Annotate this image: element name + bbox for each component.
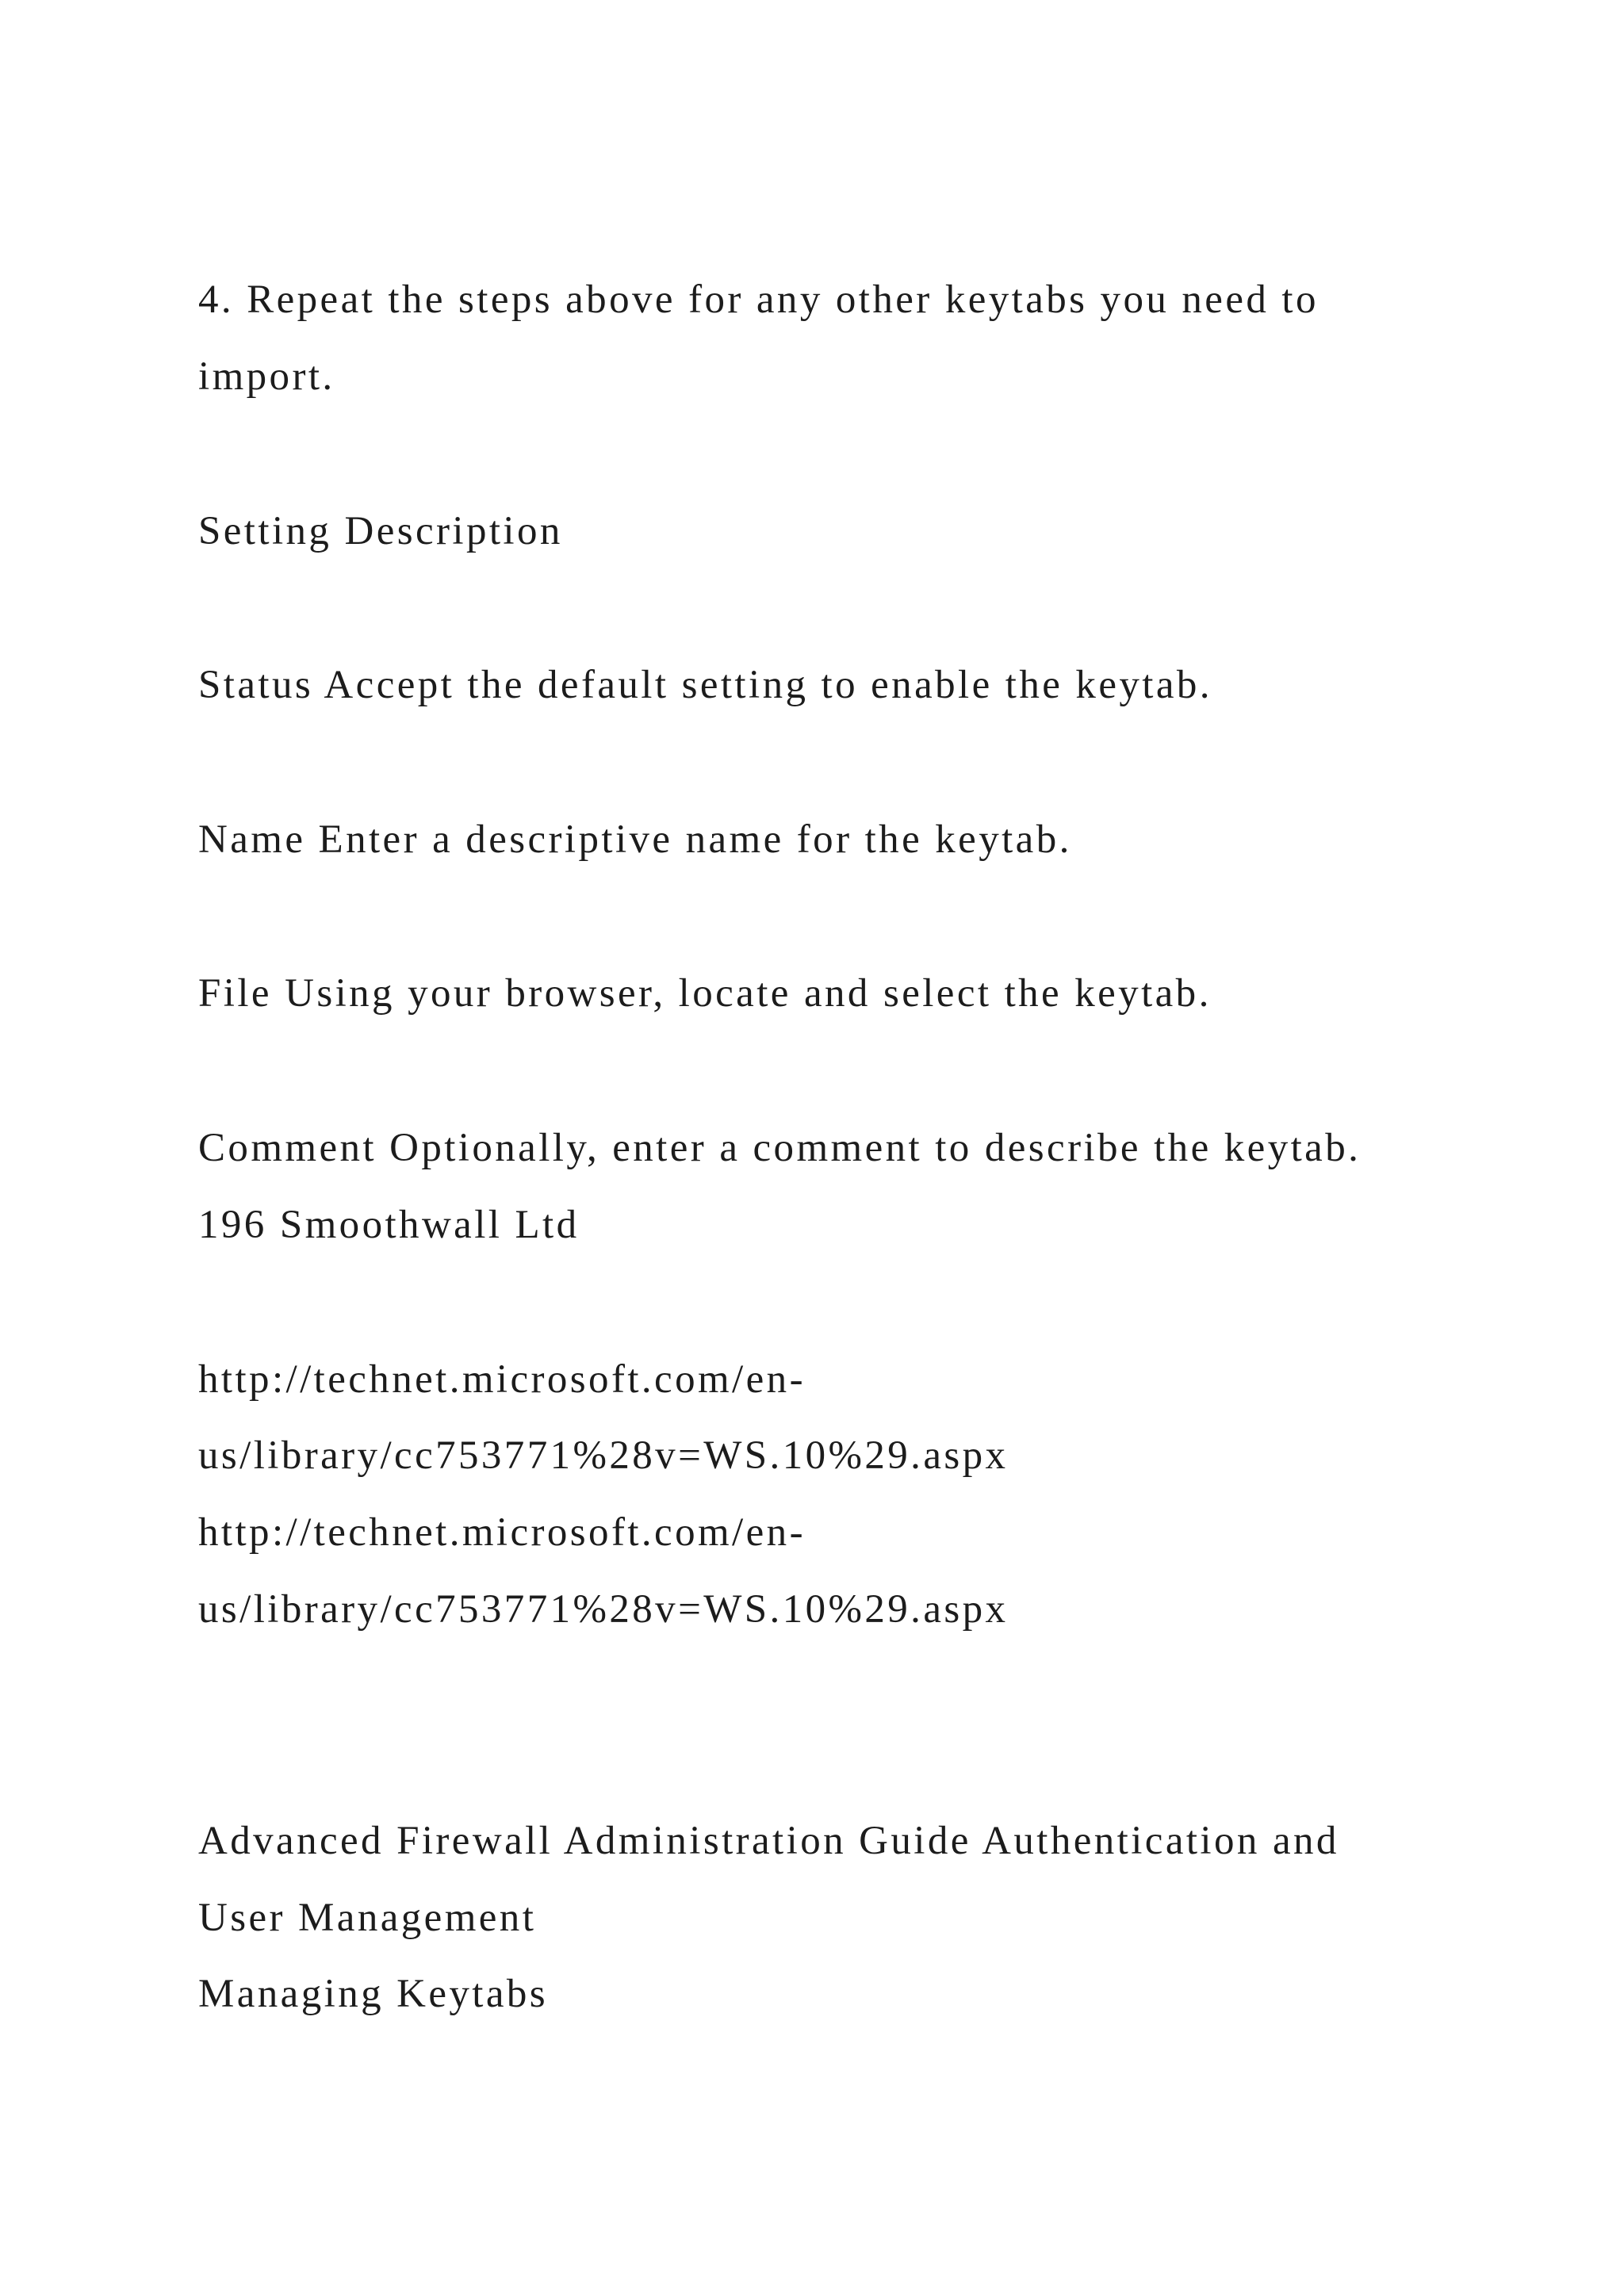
running-header-continued: User Management xyxy=(198,1896,537,1940)
reference-link-1: http://technet.microsoft.com/en- xyxy=(198,1357,806,1402)
setting-row-file: File Using your browser, locate and select the keytab. xyxy=(198,971,1212,1016)
running-header: Advanced Firewall Administration Guide Authentication and xyxy=(198,1819,1339,1863)
reference-link-1-continued: us/library/cc753771%28v=WS.10%29.aspx xyxy=(198,1433,1009,1478)
setting-row-name: Name Enter a descriptive name for the keytab. xyxy=(198,817,1072,862)
page-footer: 196 Smoothwall Ltd xyxy=(198,1203,580,1247)
step-4-text: 4. Repeat the steps above for any other keytabs you need to xyxy=(198,277,1319,322)
reference-link-2: http://technet.microsoft.com/en- xyxy=(198,1510,806,1555)
reference-link-2-continued: us/library/cc753771%28v=WS.10%29.aspx xyxy=(198,1587,1009,1632)
section-title: Managing Keytabs xyxy=(198,1972,549,2016)
setting-row-comment: Comment Optionally, enter a comment to describe the keytab. xyxy=(198,1126,1362,1170)
step-4-text-continued: import. xyxy=(198,354,335,399)
settings-table-header: Setting Description xyxy=(198,509,563,553)
setting-row-status: Status Accept the default setting to enable the keytab. xyxy=(198,663,1212,707)
